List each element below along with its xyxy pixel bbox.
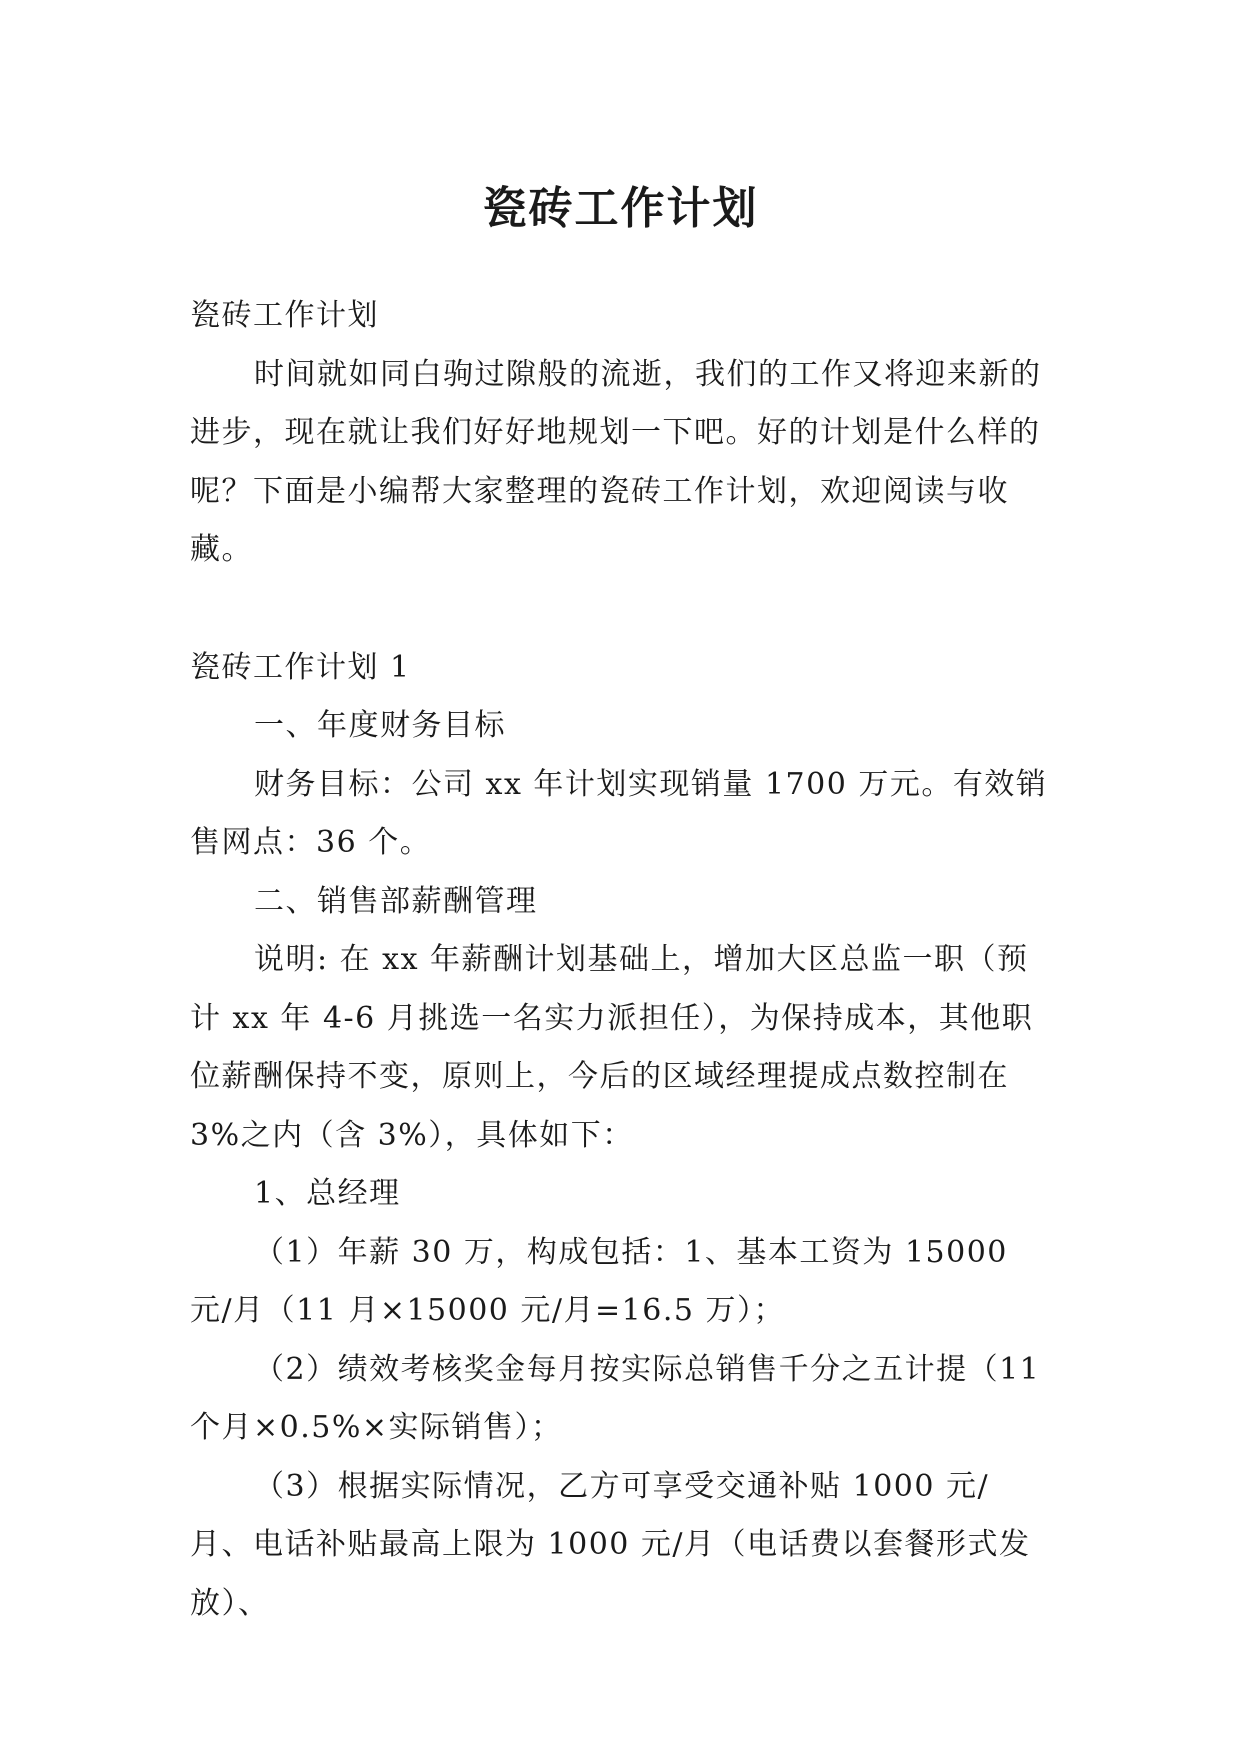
financial-goal-heading: 一、年度财务目标 <box>254 708 506 743</box>
general-manager-heading: 1、总经理 <box>254 1176 401 1211</box>
document-title: 瓷砖工作计划 <box>482 183 759 235</box>
financial-goal-paragraph: 财务目标：公司 xx 年计划实现销量 1700 万元。有效销售网点：36 个。 <box>190 766 1048 860</box>
salary-description-paragraph: 说明: 在 xx 年薪酬计划基础上，增加大区总监一职（预计 xx 年 4-6 月挑选一名实力派担任），为保持成本，其他职位薪酬保持不变，原则上，今后的区域经理提成点数控制在 3%之内（含 3%），具体如下： <box>190 942 1034 1153</box>
subtitle-paragraph: 瓷砖工作计划 <box>190 298 379 333</box>
salary-item-3: （3）根据实际情况，乙方可享受交通补贴 1000 元/月、电话补贴最高上限为 1000 元/月（电话费以套餐形式发放）、 <box>190 1468 1031 1621</box>
salary-item-2: （2）绩效考核奖金每月按实际总销售千分之五计提（11 个月×0.5%×实际销售）； <box>190 1351 1041 1445</box>
section-heading: 瓷砖工作计划 1 <box>190 649 411 685</box>
paragraph-gap <box>190 580 1050 639</box>
salary-item-1: （1）年薪 30 万，构成包括：1、基本工资为 15000 元/月（11 月×15000 元/月=16.5 万）； <box>190 1234 1008 1328</box>
intro-paragraph: 时间就如同白驹过隙般的流逝，我们的工作又将迎来新的进步，现在就让我们好好地规划一下吧。好的计划是什么样的呢？下面是小编帮大家整理的瓷砖工作计划，欢迎阅读与收藏。 <box>190 356 1042 567</box>
salary-heading: 二、销售部薪酬管理 <box>254 883 538 919</box>
document-body <box>190 287 1050 1633</box>
